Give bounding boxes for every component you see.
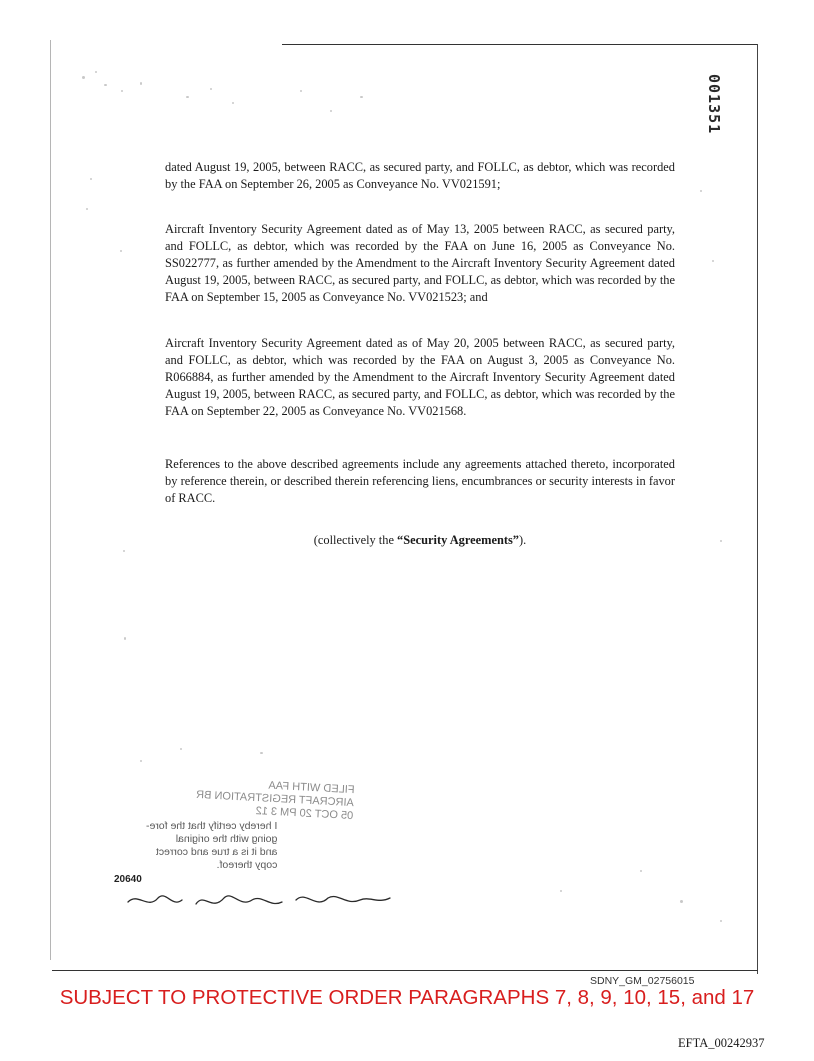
scan-speckle [186, 96, 189, 98]
scan-speckle [330, 110, 332, 112]
faa-filing-stamp: FILED WITH FAA AIRCRAFT REGISTRATION BR 05 OCT 20 PM 3 12 [195, 779, 355, 823]
scan-speckle [640, 870, 642, 872]
defined-term: “Security Agreements” [397, 533, 519, 547]
scan-speckle [232, 102, 234, 104]
collective-definition [165, 532, 675, 549]
scan-speckle [124, 637, 126, 640]
scan-speckle [104, 84, 107, 86]
collective-suffix: ). [518, 533, 527, 547]
scan-speckle [180, 748, 182, 750]
scan-speckle [120, 250, 122, 252]
scan-speckle [712, 260, 714, 262]
page-top-border [282, 44, 758, 45]
scan-speckle [95, 71, 97, 73]
scan-speckle [82, 76, 85, 79]
scan-speckle [123, 550, 125, 552]
certification-text: I hereby certify that the fore- going with the original and it is a true and correct copy thereof. [146, 820, 278, 871]
scan-speckle [121, 90, 123, 92]
page-right-border [757, 44, 758, 974]
scan-speckle [210, 88, 212, 90]
page-bottom-border [52, 970, 758, 971]
scan-speckle [680, 900, 683, 903]
paragraph-conveyance-vv021591: dated August 19, 2005, between RACC, as secured party, and FOLLC, as debtor, which was recorded by the FAA on September 26, 2005 as Conveyance No. VV021591; [165, 160, 675, 191]
scan-speckle [86, 208, 88, 210]
paragraph-agreement-may-13: Aircraft Inventory Security Agreement dated as of May 13, 2005 between RACC, as secured party, and FOLLC, as debtor, which was recorded by the FAA on June 16, 2005 as Conveyance No. SS022777, as further amended by the Amendment to the Aircraft Inventory Security Agreement dated August 19, 2005, between RACC, as secured party, and FOLLC, as debtor, which was recorded by the FAA on September 15, 2005 as Conveyance No. VV021523; and [165, 222, 675, 304]
scan-speckle [90, 178, 92, 180]
efta-document-id: EFTA_00242937 [678, 1036, 765, 1050]
paragraph-agreement-may-20: Aircraft Inventory Security Agreement dated as of May 20, 2005 between RACC, as secured party, and FOLLC, as debtor, which was recorded by the FAA on August 3, 2005 as Conveyance No. R066884, as further amended by the Amendment to the Aircraft Inventory Security Agreement dated August 19, 2005, between RACC, as secured party, and FOLLC, as debtor, which was recorded by the FAA on September 22, 2005 as Conveyance No. VV021568. [165, 336, 675, 418]
certification-number: 20640 [114, 874, 142, 885]
scan-speckle [720, 920, 722, 922]
scan-speckle [260, 752, 263, 754]
bates-stamp: 001351 [705, 74, 723, 135]
collective-prefix: (collectively the [313, 533, 398, 547]
scan-speckle [140, 82, 142, 85]
scan-speckle [360, 96, 363, 98]
scan-speckle [700, 190, 702, 192]
protective-order-banner: SUBJECT TO PROTECTIVE ORDER PARAGRAPHS 7, 8, 9, 10, 15, and 17 [59, 986, 755, 1009]
scan-speckle [560, 890, 562, 892]
sdny-reference-id: SDNY_GM_02756015 [590, 975, 695, 987]
page-left-border [50, 40, 51, 960]
handwritten-signature [120, 882, 400, 916]
scan-speckle [140, 760, 142, 762]
paragraph-references: References to the above described agreements include any agreements attached thereto, incorporated by reference therein, or described therein referencing liens, encumbrances or security interests in favor of RACC. [165, 457, 675, 505]
scan-speckle [720, 540, 722, 542]
scan-speckle [300, 90, 302, 92]
certification-block [116, 780, 396, 910]
